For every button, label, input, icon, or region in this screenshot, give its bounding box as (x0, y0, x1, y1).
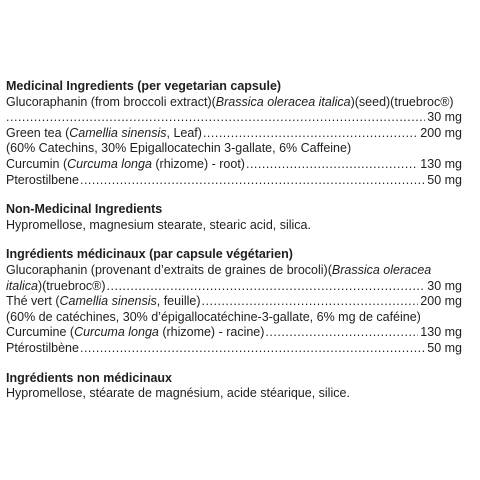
curcumine-row (6, 325, 462, 341)
dot-leader (107, 279, 426, 295)
dot-leader (80, 173, 425, 189)
curcumin-row (6, 157, 462, 173)
glucoraphanin-fr-line: Glucoraphanin (provenant d’extraits de graines de brocoli)(Brassica oleracea (6, 262, 432, 277)
dot-leader (265, 325, 418, 341)
glucoraphanin-amount-row (6, 110, 462, 126)
green-tea-name: Green tea (Camellia sinensis, Leaf) (6, 125, 202, 140)
glucoraphanin-fr-amount: 30 mg (427, 278, 462, 293)
green-tea-row (6, 126, 462, 142)
the-vert-name: Thé vert (Camellia sinensis, feuille) (6, 294, 201, 309)
green-tea-detail: (60% Catechins, 30% Epigallocatechin 3-gallate, 6% Caffeine) (6, 141, 352, 156)
pterostilbene-row (6, 173, 462, 189)
non-medicinal-ingredients-text: Hypromellose, magnesium stearate, stearic acid, silica. (6, 217, 311, 232)
the-vert-row (6, 294, 462, 310)
dot-leader (80, 341, 425, 357)
pterostilbene-amount: 50 mg (427, 172, 462, 187)
ingredients-label (6, 79, 462, 402)
the-vert-detail: (60% de catéchines, 30% d’épigallocatéchine-3-gallate, 6% mg de caféine) (6, 309, 421, 324)
curcumine-name: Curcumine (Curcuma longa (rhizome) - racine) (6, 325, 265, 340)
pterostilbene-name: Pterostilbene (6, 172, 79, 187)
non-medicinal-ingredients-heading: Non-Medicinal Ingredients (6, 202, 163, 217)
dot-leader (6, 110, 425, 126)
glucoraphanin-fr-amount-row: italica)(truebroc®) ..... 30 mg (6, 279, 462, 295)
pterostilbene-fr-name: Ptérostilbène (6, 340, 79, 355)
pterostilbene-fr-amount: 50 mg (427, 340, 462, 355)
the-vert-amount: 200 mg (420, 294, 462, 309)
ingredients-non-medicinaux-heading: Ingrédients non médicinaux (6, 370, 172, 385)
dot-leader (203, 126, 418, 142)
curcumine-amount: 130 mg (420, 325, 462, 340)
ingredients-non-medicinaux-text: Hypromellose, stéarate de magnésium, acide stéarique, silice. (6, 386, 350, 401)
curcumin-amount: 130 mg (420, 156, 462, 171)
glucoraphanin-line: Glucoraphanin (from broccoli extract)(Brassica oleracea italica)(seed)(truebroc®) (6, 94, 454, 109)
pterostilbene-fr-row (6, 341, 462, 357)
green-tea-amount: 200 mg (420, 125, 462, 140)
curcumin-name: Curcumin (Curcuma longa (rhizome) - root) (6, 156, 245, 171)
ingredients-medicinaux-heading: Ingrédients médicinaux (par capsule végétarien) (6, 247, 293, 262)
dot-leader (246, 157, 418, 173)
glucoraphanin-amount: 30 mg (427, 110, 462, 125)
dot-leader (202, 294, 419, 310)
medicinal-ingredients-heading: Medicinal Ingredients (per vegetarian capsule) (6, 79, 282, 93)
